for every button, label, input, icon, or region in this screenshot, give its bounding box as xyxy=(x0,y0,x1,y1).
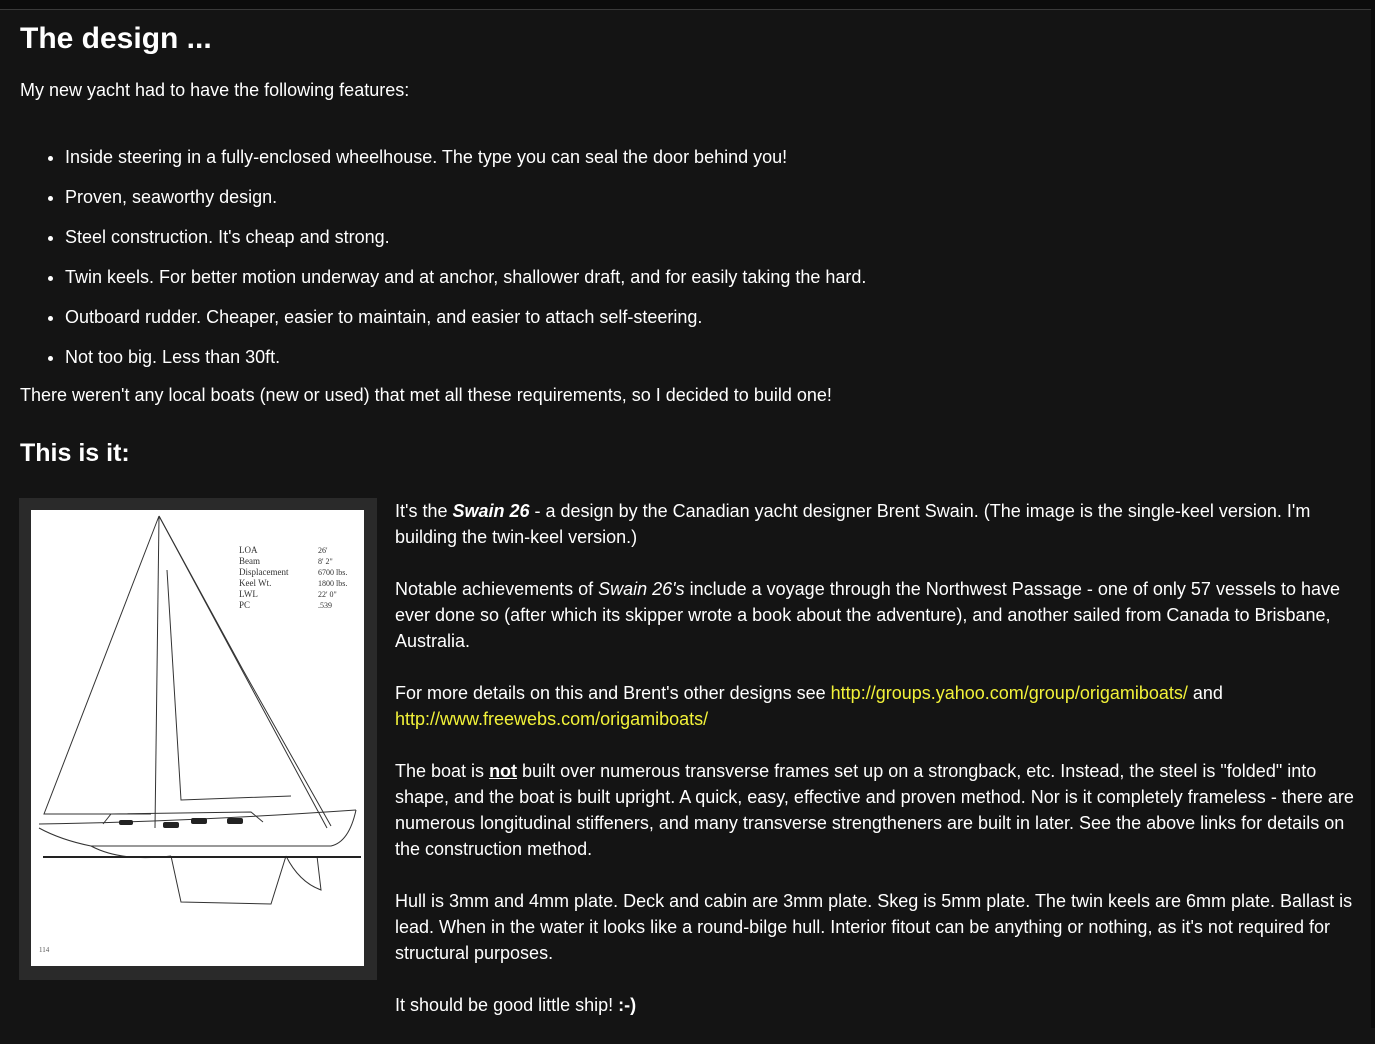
paragraph xyxy=(395,992,1361,1018)
right-border xyxy=(1371,9,1375,1028)
top-border xyxy=(0,0,1375,10)
text-run: and xyxy=(1187,683,1223,703)
list-item: • Inside steering in a fully-enclosed wheelhouse. The type you can seal the door behind you! xyxy=(65,145,866,185)
page-title: The design ... xyxy=(20,22,212,55)
text-run: The boat is xyxy=(395,761,490,781)
list-item: • Not too big. Less than 30ft. xyxy=(65,345,866,385)
text-run: Notable achievements of xyxy=(395,579,599,599)
paragraph xyxy=(395,576,1361,654)
list-item: • Twin keels. For better motion underway and at anchor, shallower draft, and for easily taking the hard. xyxy=(65,265,866,305)
text-run: Hull is 3mm and 4mm plate. Deck and cabin are 3mm plate. Skeg is 5mm plate. The twin keels are 6mm plate. Ballast is lead. When in the water it looks like a round-bilge hull. Interior fitout can be anything or nothing, as it's not required for structural purposes. xyxy=(395,891,1353,963)
text-run: It's the xyxy=(395,501,453,521)
feature-list xyxy=(20,145,866,385)
url-link[interactable]: http://groups.yahoo.com/group/origamiboats/ xyxy=(830,683,1188,703)
list-item: • Steel construction. It's cheap and strong. xyxy=(65,225,866,265)
spec-values: 26' 8' 2" 6700 lbs. 1800 lbs. 22' 0" .539 xyxy=(318,546,348,610)
text-run: not xyxy=(489,761,518,781)
text-run: Swain 26's xyxy=(598,579,685,599)
url-link[interactable]: http://www.freewebs.com/origamiboats/ xyxy=(395,709,709,729)
text-run: For more details on this and Brent's other designs see xyxy=(395,683,831,703)
outro-text: There weren't any local boats (new or used) that met all these requirements, so I decided to build one! xyxy=(20,385,832,405)
text-run: - a design by the Canadian yacht designer Brent Swain. (The image is the single-keel version. I'm building the twin-keel version.) xyxy=(395,501,1311,547)
text-run: built over numerous transverse frames set up on a strongback, etc. Instead, the steel is "folded" into shape, and the boat is built upright. A quick, easy, effective and proven method. Nor is it completely frameless - there are numerous longitudinal stiffeners, and many transverse strengtheners are built in later. See the above links for details on the construction method. xyxy=(395,761,1354,859)
boat-drawing-frame xyxy=(19,498,377,980)
list-item: • Proven, seaworthy design. xyxy=(65,185,866,225)
paragraph xyxy=(395,680,1361,732)
text-run: It should be good little ship! xyxy=(395,995,619,1015)
spec-labels: LOA Beam Displacement Keel Wt. LWL PC xyxy=(239,545,289,610)
intro-text: My new yacht had to have the following features: xyxy=(20,80,410,100)
list-item: • Outboard rudder. Cheaper, easier to maintain, and easier to attach self-steering. xyxy=(65,305,866,345)
section-heading: This is it: xyxy=(20,439,130,467)
text-run: :-) xyxy=(618,995,637,1015)
boat-drawing xyxy=(31,510,364,966)
paragraph xyxy=(395,758,1361,862)
page-number: 114 xyxy=(39,946,50,954)
description-column xyxy=(395,498,1361,1044)
paragraph xyxy=(395,888,1361,966)
paragraph xyxy=(395,498,1361,550)
text-run: include a voyage through the Northwest Passage - one of only 57 vessels to have ever done so (after which its skipper wrote a book about the adventure), and another sailed from Canada to Brisbane, Australia. xyxy=(395,579,1341,651)
text-run: Swain 26 xyxy=(452,501,530,521)
